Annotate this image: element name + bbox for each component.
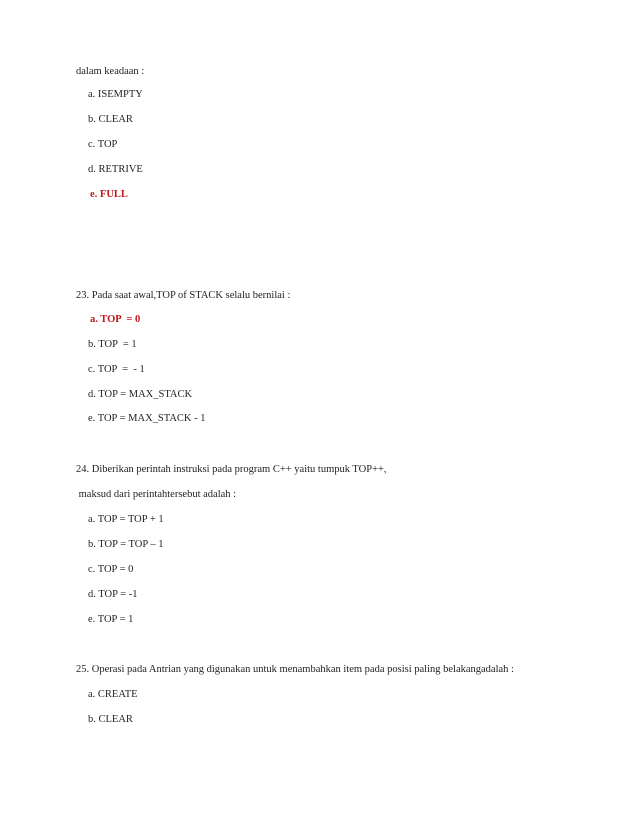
- q25-option-b: b. CLEAR: [88, 714, 133, 725]
- q22-option-b: b. CLEAR: [88, 114, 133, 125]
- q22-intro: dalam keadaan :: [76, 66, 145, 77]
- q23-question: 23. Pada saat awal,TOP of STACK selalu bernilai :: [76, 290, 291, 301]
- q24-option-e: e. TOP = 1: [88, 614, 134, 625]
- q25-option-a: a. CREATE: [88, 689, 138, 700]
- q22-option-e-answer: e. FULL: [90, 189, 128, 200]
- q23-option-b: b. TOP = 1: [88, 339, 137, 350]
- q23-option-d: d. TOP = MAX_STACK: [88, 389, 193, 400]
- q24-question-cont: maksud dari perintahtersebut adalah :: [76, 489, 237, 500]
- q22-option-d: d. RETRIVE: [88, 164, 143, 175]
- q22-option-a: a. ISEMPTY: [88, 89, 143, 100]
- q24-option-b: b. TOP = TOP – 1: [88, 539, 164, 550]
- q23-option-c: c. TOP = - 1: [88, 364, 145, 375]
- q24-question: 24. Diberikan perintah instruksi pada program C++ yaitu tumpuk TOP++,: [76, 464, 387, 475]
- q24-option-a: a. TOP = TOP + 1: [88, 514, 164, 525]
- q23-option-a-answer: a. TOP = 0: [90, 314, 141, 325]
- q24-option-d: d. TOP = -1: [88, 589, 138, 600]
- q23-option-e: e. TOP = MAX_STACK - 1: [88, 413, 206, 424]
- q24-option-c: c. TOP = 0: [88, 564, 134, 575]
- q25-question: 25. Operasi pada Antrian yang digunakan untuk menambahkan item pada posisi paling belakangadalah :: [76, 664, 514, 675]
- q22-option-c: c. TOP: [88, 139, 118, 150]
